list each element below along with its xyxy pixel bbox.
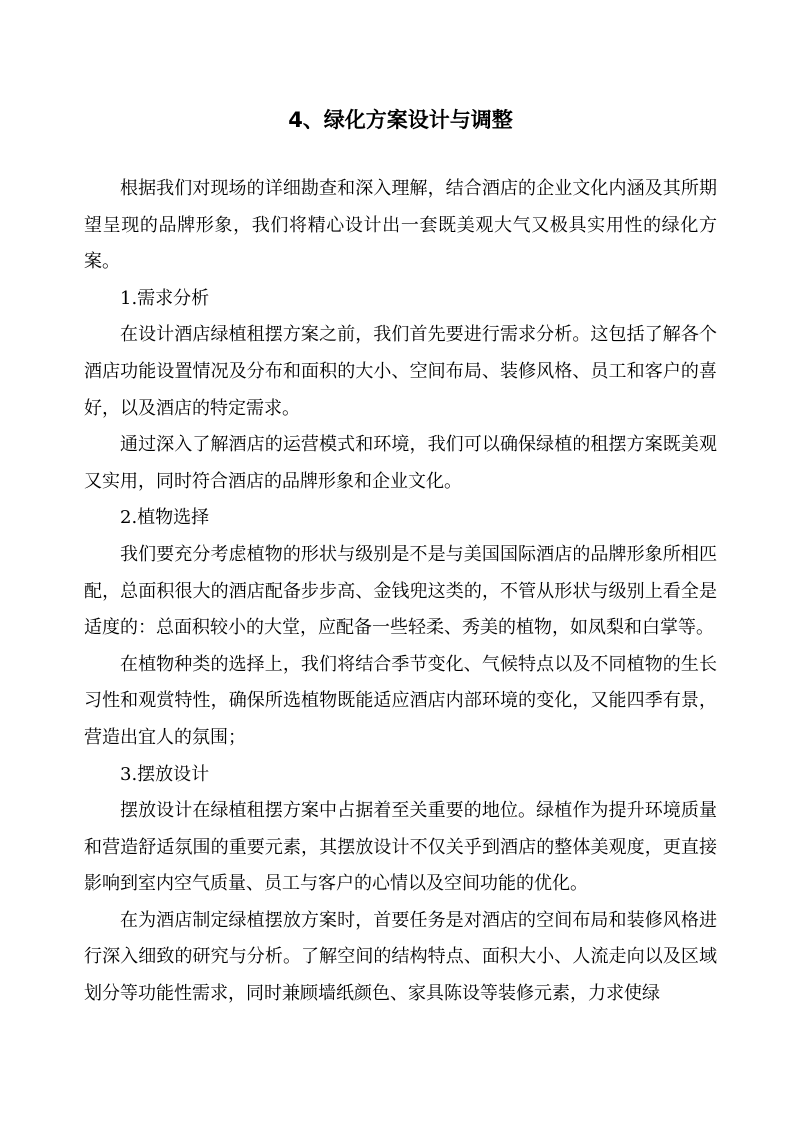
document-body: [84, 171, 717, 1013]
needs-analysis-paragraph: 在设计酒店绿植租摆方案之前，我们首先要进行需求分析。这包括了解各个酒店功能设置情况及分布和面积的大小、空间布局、装修风格、员工和客户的喜好，以及酒店的特定需求。: [84, 324, 717, 419]
placement-design-paragraph: 在为酒店制定绿植摆放方案时，首要任务是对酒店的空间布局和装修风格进行深入细致的研究与分析。了解空间的结构特点、面积大小、人流走向以及区域划分等功能性需求，同时兼顾墙纸颜色、家具陈设等装修元素，力求使绿: [84, 909, 717, 1005]
plant-selection-paragraph: 我们要充分考虑植物的形状与级别是不是与美国国际酒店的品牌形象所相匹配，总面积很大的酒店配备步步高、金钱兜这类的，不管从形状与级别上看全是适度的：总面积较小的大堂，应配备一些轻柔、秀美的植物，如凤梨和白掌等。: [84, 543, 717, 639]
plant-selection-paragraph: 在植物种类的选择上，我们将结合季节变化、气候特点以及不同植物的生长习性和观赏特性，确保所选植物既能适应酒店内部环境的变化，又能四季有景，营造出宜人的氛围；: [84, 653, 717, 748]
section-heading-needs-analysis: 1.需求分析: [120, 287, 210, 309]
intro-paragraph: 根据我们对现场的详细勘查和深入理解，结合酒店的企业文化内涵及其所期望呈现的品牌形象，我们将精心设计出一套既美观大气又极具实用性的绿化方案。: [84, 178, 717, 273]
page-title: 4、绿化方案设计与调整: [288, 108, 513, 132]
section-heading-plant-selection: 2.植物选择: [120, 507, 210, 529]
section-heading-placement-design: 3.摆放设计: [120, 763, 210, 785]
placement-design-paragraph: 摆放设计在绿植租摆方案中占据着至关重要的地位。绿植作为提升环境质量和营造舒适氛围的重要元素，其摆放设计不仅关乎到酒店的整体美观度，更直接影响到室内空气质量、员工与客户的心情以及空间功能的优化。: [84, 800, 717, 895]
needs-analysis-paragraph: 通过深入了解酒店的运营模式和环境，我们可以确保绿植的租摆方案既美观又实用，同时符合酒店的品牌形象和企业文化。: [84, 434, 717, 492]
